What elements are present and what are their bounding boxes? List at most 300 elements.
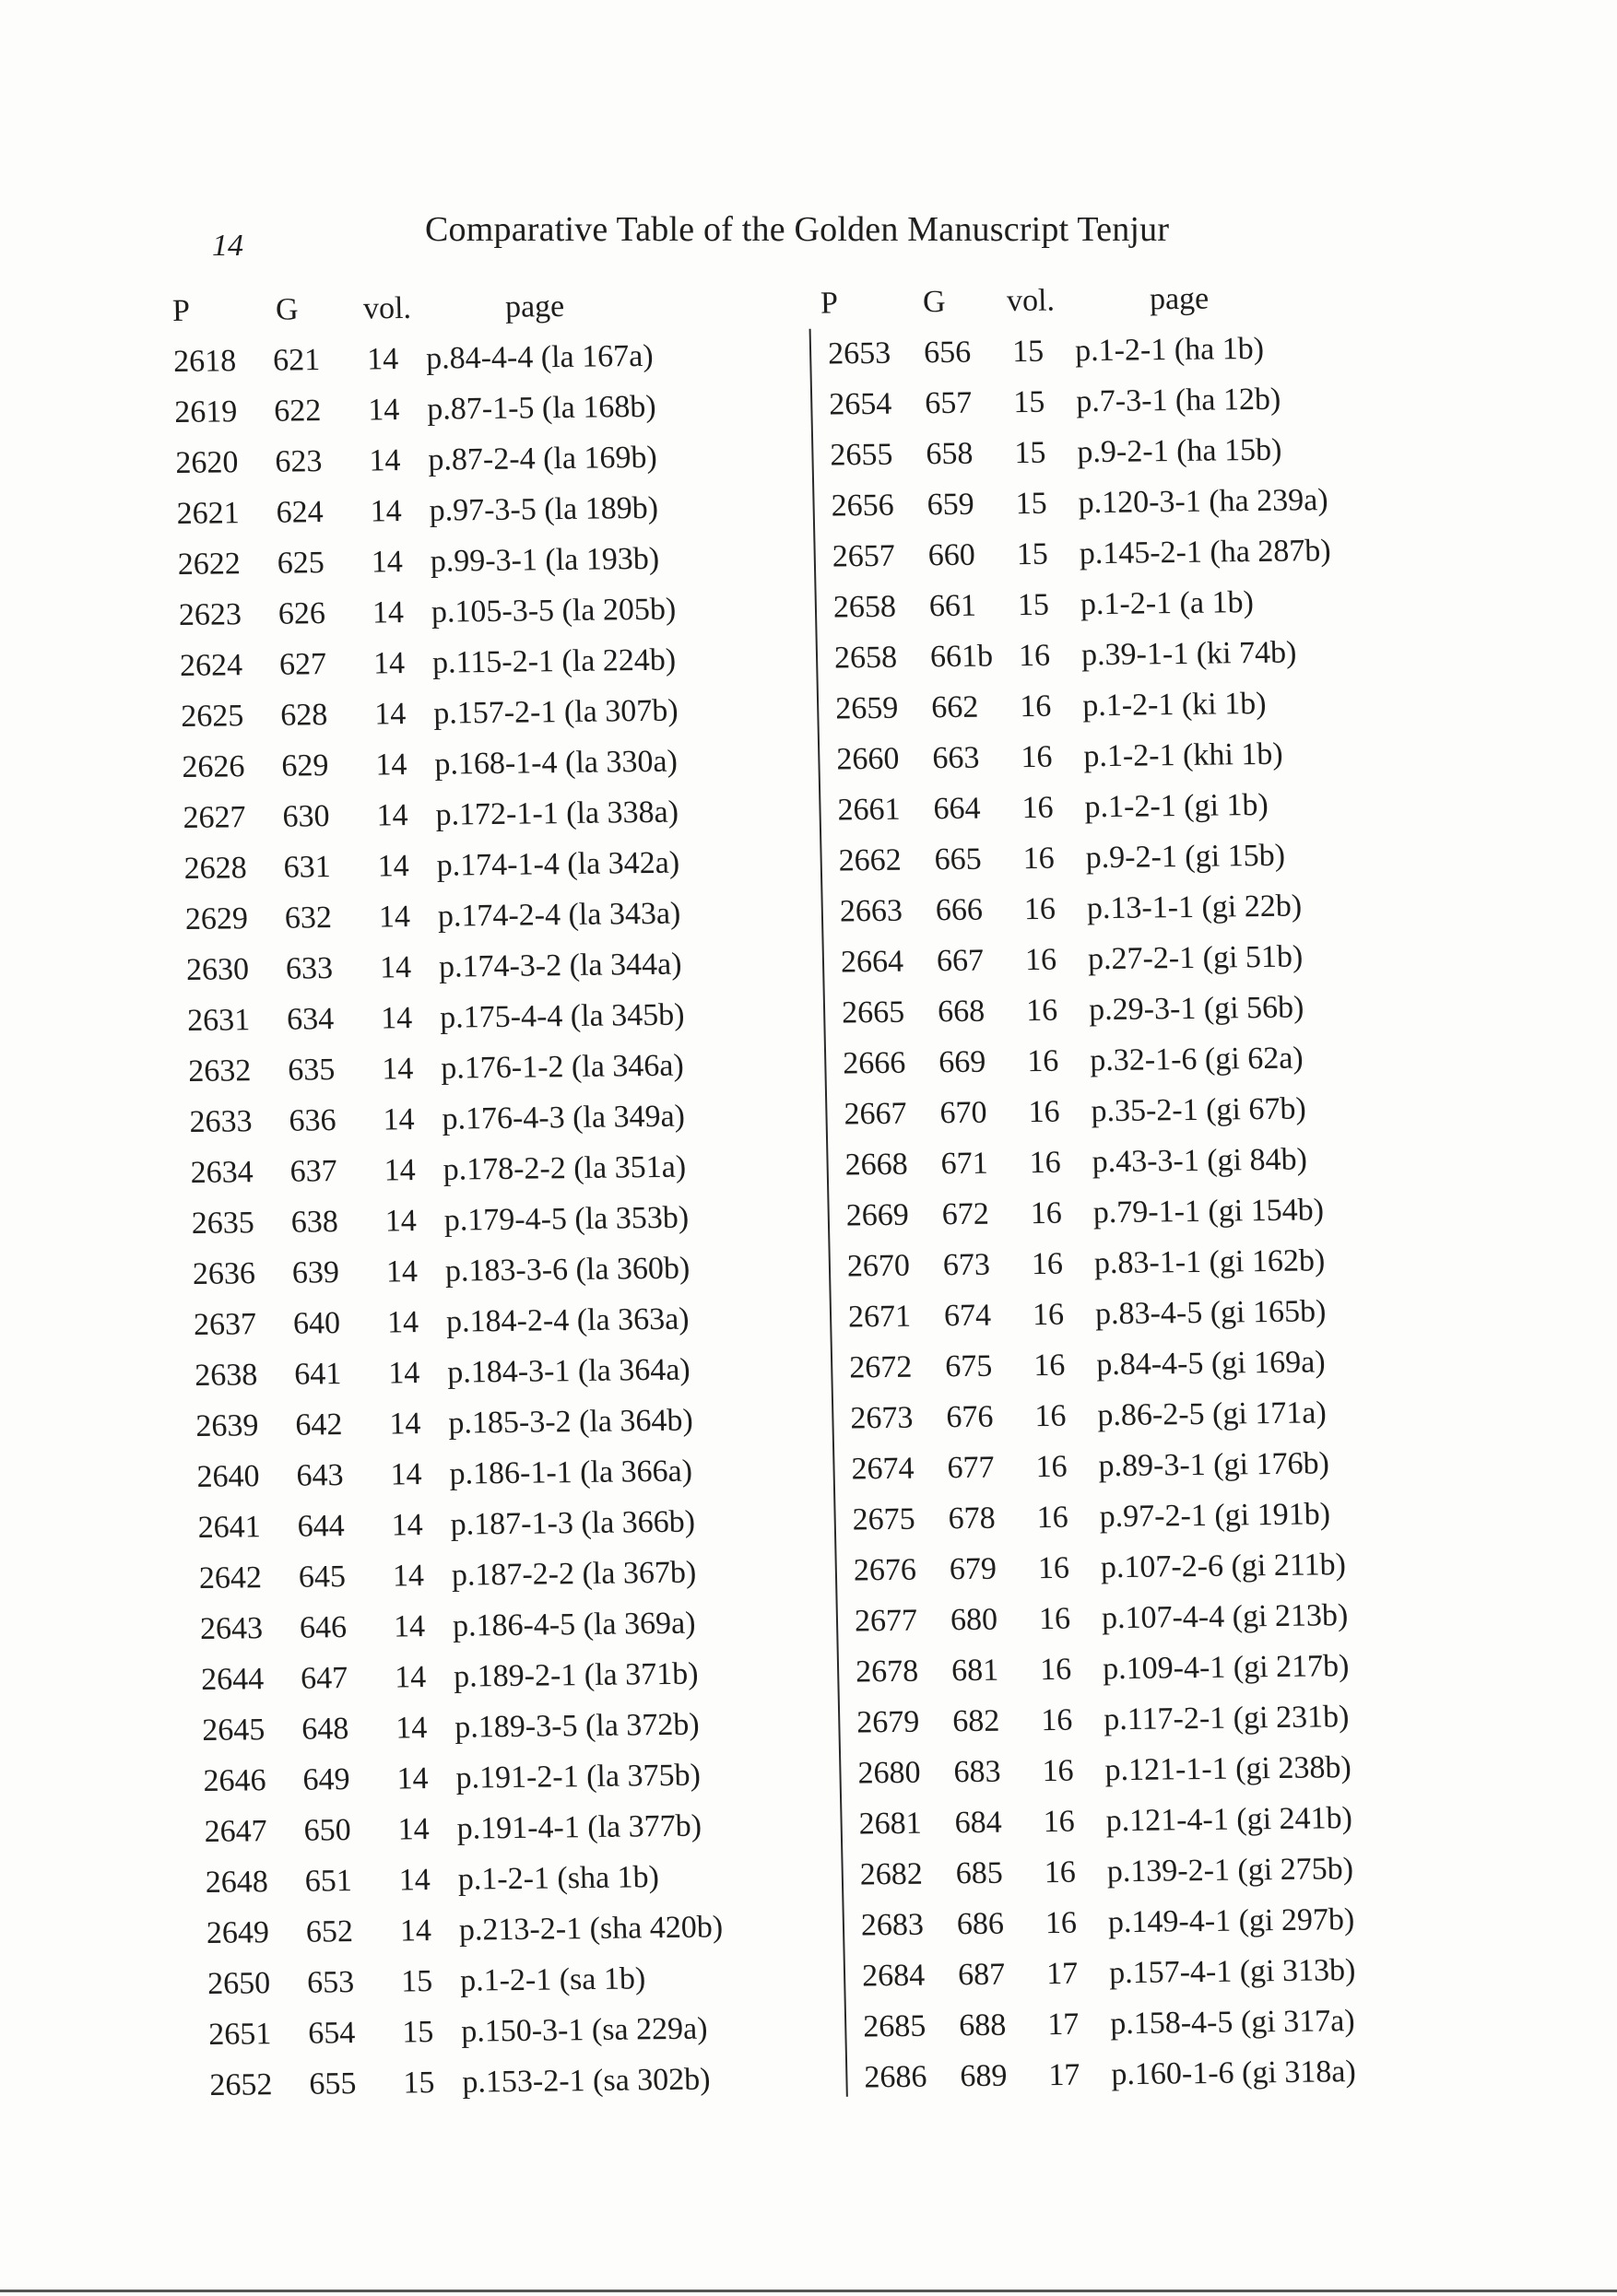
cell-page: p.79-1-1 (gi 154b) [1092,1193,1325,1230]
table-row [185,937,795,995]
cell-page: p.168-1-4 (la 330a) [433,744,679,782]
cell-p: 2666 [842,1045,906,1081]
cell-g: 678 [948,1501,997,1537]
cell-g: 654 [307,2016,356,2051]
table-column-left [171,278,819,2111]
cell-vol: 15 [1014,435,1046,471]
cell-p: 2668 [844,1147,909,1183]
cell-g: 658 [926,436,974,472]
header-page: page [504,288,565,324]
table-row [183,836,793,894]
cell-vol: 16 [1043,1804,1076,1840]
header-vol: vol. [1006,283,1056,319]
cell-vol: 14 [380,1001,413,1036]
cell-page: p.1-2-1 (ha 1b) [1074,331,1265,369]
cell-p: 2641 [197,1510,262,1545]
cell-p: 2650 [207,1966,271,2001]
table-row [856,1640,1410,1697]
table-row [191,1191,800,1249]
cell-vol: 16 [1029,1145,1062,1181]
cell-g: 632 [284,901,333,936]
cell-page: p.149-4-1 (gi 297b) [1107,1902,1355,1940]
table-row [832,524,1386,582]
table-row [208,2002,818,2060]
table-row [860,1893,1414,1950]
scan-edge-line [0,2290,1617,2292]
cell-g: 688 [958,2008,1007,2043]
cell-page: p.107-2-6 (gi 211b) [1100,1548,1347,1585]
cell-p: 2672 [848,1349,913,1385]
cell-vol: 14 [395,1711,428,1746]
cell-page: p.7-3-1 (ha 12b) [1075,382,1281,419]
cell-g: 629 [280,748,329,783]
cell-page: p.9-2-1 (ha 15b) [1077,432,1282,470]
cell-p: 2623 [178,597,242,632]
cell-g: 628 [279,698,328,733]
table-row [179,633,788,691]
cell-vol: 14 [398,1863,431,1898]
cell-g: 650 [303,1813,352,1848]
cell-g: 642 [295,1407,343,1442]
table-row [835,677,1389,734]
cell-vol: 14 [373,697,407,732]
table-row [839,879,1393,936]
cell-vol: 14 [383,1102,415,1137]
cell-g: 661b [929,639,994,675]
cell-vol: 14 [367,393,400,428]
table-row [849,1336,1403,1393]
cell-vol: 17 [1048,2057,1080,2093]
table-row [188,1039,797,1097]
table-row [844,1133,1399,1190]
cell-p: 2628 [183,851,248,886]
cell-g: 680 [950,1602,998,1638]
cell-g: 689 [960,2058,1008,2094]
cell-g: 685 [955,1855,1004,1891]
cell-page: p.121-4-1 (gi 241b) [1105,1801,1353,1839]
table-row [175,430,785,489]
table-row [843,1031,1397,1089]
cell-page: p.109-4-1 (gi 217b) [1102,1649,1350,1687]
cell-g: 647 [300,1661,348,1696]
table-row [829,372,1383,430]
cell-g: 641 [293,1357,342,1392]
cell-vol: 16 [1021,790,1054,826]
cell-vol: 14 [366,342,399,377]
cell-vol: 16 [1026,1043,1059,1079]
cell-g: 684 [954,1805,1003,1841]
cell-vol: 14 [397,1812,431,1847]
cell-p: 2620 [175,445,239,480]
cell-p: 2643 [199,1611,264,1646]
cell-p: 2631 [186,1003,251,1038]
cell-vol: 16 [1044,1854,1077,1890]
cell-g: 648 [301,1712,349,1747]
table-row [830,423,1384,480]
cell-g: 635 [287,1053,336,1088]
cell-p: 2670 [846,1248,911,1284]
cell-p: 2674 [851,1451,915,1487]
cell-page: p.107-4-4 (gi 213b) [1101,1598,1349,1636]
cell-page: p.174-3-2 (la 344a) [438,947,682,984]
cell-p: 2673 [850,1400,914,1436]
table-row [832,575,1387,632]
cell-vol: 16 [1035,1449,1068,1485]
cell-page: p.175-4-4 (la 345b) [439,997,685,1035]
cell-page: p.1-2-1 (a 1b) [1080,585,1255,622]
cell-g: 638 [290,1205,339,1240]
cell-page: p.27-2-1 (gi 51b) [1087,939,1304,977]
table-row [205,1850,814,1908]
cell-g: 675 [944,1348,993,1384]
table-row [181,684,790,742]
cell-page: p.183-3-6 (la 360b) [444,1251,690,1289]
cell-page: p.121-1-1 (gi 238b) [1104,1750,1352,1788]
cell-page: p.191-2-1 (la 375b) [455,1758,702,1796]
cell-p: 2684 [861,1958,926,1994]
cell-g: 655 [309,2066,357,2102]
cell-vol: 15 [400,1964,433,1999]
cell-page: p.185-3-2 (la 364b) [448,1403,694,1441]
cell-p: 2655 [830,437,893,473]
cell-page: p.105-3-5 (la 205b) [431,592,677,630]
cell-vol: 16 [1040,1702,1073,1738]
cell-vol: 14 [386,1305,419,1340]
cell-vol: 17 [1045,1956,1079,1992]
cell-g: 626 [277,596,326,631]
table-row [206,1901,815,1959]
cell-p: 2660 [835,741,900,777]
cell-p: 2626 [181,749,245,784]
cell-vol: 14 [378,900,411,935]
cell-g: 674 [943,1298,992,1334]
table-row [197,1495,807,1553]
header-g: G [275,292,299,327]
header-g: G [922,284,946,320]
cell-g: 624 [276,495,324,530]
table-body [828,322,1418,2102]
cell-page: p.97-3-5 (la 189b) [429,490,659,528]
cell-p: 2663 [839,893,903,929]
cell-page: p.1-2-1 (khi 1b) [1082,736,1284,774]
cell-vol: 14 [399,1913,432,1949]
cell-p: 2647 [204,1814,268,1849]
cell-page: p.191-4-1 (la 377b) [456,1808,702,1846]
table-row [851,1437,1405,1494]
cell-p: 2667 [844,1096,907,1132]
cell-g: 637 [289,1154,338,1189]
cell-p: 2657 [832,538,896,574]
table-row [184,887,794,945]
table-row [854,1589,1408,1646]
cell-p: 2636 [192,1256,256,1291]
cell-page: p.87-1-5 (la 168b) [426,389,657,427]
table-row [178,583,787,641]
cell-g: 667 [936,943,985,979]
cell-page: p.86-2-5 (gi 171a) [1097,1395,1328,1433]
cell-p: 2632 [187,1054,252,1089]
cell-vol: 15 [1011,334,1045,370]
cell-g: 666 [935,892,984,928]
cell-g: 683 [953,1754,1001,1790]
cell-p: 2633 [189,1104,253,1139]
cell-p: 2637 [193,1307,257,1342]
cell-page: p.39-1-1 (ki 74b) [1080,635,1297,673]
table-row [852,1488,1406,1545]
cell-p: 2665 [841,995,905,1030]
cell-page: p.179-4-5 (la 353b) [443,1200,690,1238]
table-row [207,1951,817,2009]
cell-page: p.189-3-5 (la 372b) [454,1707,701,1745]
table-row [199,1596,808,1654]
table-row [842,981,1396,1038]
cell-p: 2638 [194,1358,258,1393]
cell-vol: 14 [371,545,404,580]
cell-p: 2654 [828,386,892,422]
cell-g: 623 [275,444,323,479]
table-row [209,2053,819,2111]
cell-vol: 15 [403,2066,435,2101]
cell-page: p.115-2-1 (la 224b) [431,642,677,680]
cell-g: 657 [924,385,973,421]
cell-page: p.176-1-2 (la 346a) [440,1048,685,1086]
cell-page: p.29-3-1 (gi 56b) [1088,990,1304,1028]
cell-p: 2678 [855,1654,919,1690]
cell-g: 646 [299,1610,348,1645]
cell-page: p.89-3-1 (gi 176b) [1098,1446,1330,1484]
header-p: P [171,293,191,328]
cell-g: 670 [939,1095,987,1131]
cell-g: 643 [296,1458,344,1493]
table-row [183,785,792,843]
cell-p: 2651 [207,2017,272,2052]
table-row [859,1843,1413,1900]
table-row [863,1995,1417,2052]
cell-page: p.157-2-1 (la 307b) [432,693,679,731]
cell-g: 645 [298,1560,347,1595]
cell-vol: 16 [1036,1500,1069,1536]
cell-g: 663 [931,740,980,776]
cell-page: p.13-1-1 (gi 22b) [1086,889,1303,926]
cell-vol: 16 [1023,891,1056,927]
table-row [176,481,785,539]
cell-page: p.139-2-1 (gi 275b) [1106,1852,1354,1890]
cell-g: 633 [285,951,334,986]
table-row [848,1285,1402,1342]
cell-page: p.1-2-1 (ki 1b) [1081,686,1267,724]
cell-p: 2630 [185,952,250,987]
cell-p: 2669 [845,1197,910,1233]
cell-g: 662 [930,689,979,725]
table-row [201,1647,810,1705]
cell-g: 644 [297,1509,346,1544]
cell-p: 2646 [203,1763,266,1798]
cell-p: 2658 [832,589,897,625]
header-p: P [820,286,839,321]
cell-vol: 16 [1031,1246,1064,1282]
cell-vol: 16 [1039,1652,1072,1688]
table-row [840,930,1394,987]
cell-g: 656 [923,335,972,371]
cell-page: p.83-1-1 (gi 162b) [1093,1243,1326,1281]
cell-p: 2680 [857,1755,921,1791]
cell-vol: 16 [1019,689,1052,724]
cell-vol: 16 [1028,1094,1060,1130]
cell-page: p.84-4-4 (la 167a) [425,338,654,376]
cell-p: 2664 [840,944,904,980]
table-row [836,727,1390,784]
cell-vol: 14 [384,1153,417,1188]
cell-page: p.172-1-1 (la 338a) [435,795,679,832]
column-header-row [820,271,1380,328]
table-row [198,1546,808,1604]
cell-page: p.120-3-1 (ha 239a) [1078,483,1328,521]
cell-p: 2671 [847,1299,912,1335]
cell-g: 664 [933,791,981,827]
cell-g: 679 [949,1551,997,1587]
cell-page: p.213-2-1 (sha 420b) [458,1910,724,1948]
cell-g: 682 [951,1703,1000,1739]
cell-g: 669 [938,1044,986,1080]
cell-vol: 14 [369,443,401,478]
cell-g: 625 [277,546,325,581]
cell-p: 2661 [837,792,901,828]
cell-page: p.1-2-1 (gi 1b) [1084,787,1269,825]
cell-g: 659 [927,487,974,523]
cell-page: p.35-2-1 (gi 67b) [1091,1091,1307,1129]
cell-p: 2621 [176,496,240,531]
cell-g: 627 [278,647,327,682]
cell-p: 2618 [172,344,237,379]
cell-g: 649 [302,1762,350,1797]
cell-vol: 15 [1016,536,1049,572]
cell-vol: 14 [376,798,408,833]
cell-g: 660 [927,537,976,573]
cell-p: 2676 [853,1552,917,1588]
table-row [195,1343,804,1401]
table-row [189,1089,798,1148]
table-row [196,1444,806,1502]
page-number: 14 [212,229,243,263]
cell-page: p.160-1-6 (gi 318a) [1111,2055,1357,2092]
table-row [203,1748,812,1807]
table-row [846,1234,1400,1291]
cell-page: p.99-3-1 (la 193b) [430,541,660,579]
cell-page: p.178-2-2 (la 351a) [443,1149,687,1187]
cell-page: p.176-4-3 (la 349a) [442,1099,686,1136]
table-row [187,988,797,1046]
cell-g: 673 [942,1247,991,1283]
header-page: page [1149,281,1210,317]
cell-vol: 14 [393,1609,426,1644]
cell-vol: 16 [1024,942,1057,978]
cell-page: p.150-3-1 (sa 229a) [460,2011,708,2049]
cell-p: 2682 [859,1856,924,1892]
cell-vol: 14 [387,1356,420,1391]
cell-vol: 14 [374,748,407,783]
cell-p: 2658 [833,640,898,676]
table-row [174,380,784,438]
cell-vol: 16 [1038,1601,1071,1637]
cell-page: p.187-2-2 (la 367b) [451,1555,697,1593]
cell-p: 2677 [854,1603,918,1639]
cell-page: p.157-4-1 (gi 313b) [1108,1953,1356,1991]
cell-p: 2640 [196,1459,260,1494]
running-title: Comparative Table of the Golden Manuscript Tenjur [425,210,1170,249]
cell-page: p.174-1-4 (la 342a) [436,845,680,883]
cell-p: 2642 [198,1560,263,1595]
cell-page: p.174-2-4 (la 343a) [437,896,681,934]
cell-g: 665 [934,842,983,877]
column-header-row [171,278,781,336]
cell-vol: 14 [394,1660,427,1695]
cell-page: p.184-3-1 (la 364a) [446,1352,691,1390]
table-row [828,322,1382,379]
table-row [194,1292,803,1350]
cell-vol: 16 [1022,841,1056,877]
cell-vol: 16 [1018,638,1051,674]
cell-g: 639 [291,1255,340,1290]
table-row [838,829,1392,886]
cell-p: 2683 [860,1907,925,1943]
cell-g: 668 [937,994,986,1030]
cell-page: p.187-1-3 (la 366b) [450,1504,696,1542]
cell-g: 622 [273,394,322,429]
cell-p: 2685 [862,2008,927,2044]
table-row [864,2045,1418,2102]
cell-p: 2634 [190,1155,254,1190]
cell-vol: 16 [1045,1905,1078,1941]
cell-page: p.32-1-6 (gi 62a) [1089,1041,1304,1078]
cell-g: 631 [283,850,332,885]
cell-vol: 16 [1020,739,1053,775]
cell-p: 2639 [195,1408,259,1443]
cell-page: p.186-1-1 (la 366a) [449,1454,693,1491]
table-row [853,1538,1407,1595]
cell-page: p.145-2-1 (ha 287b) [1079,533,1332,571]
cell-vol: 16 [1033,1348,1066,1383]
table-row [833,626,1387,683]
cell-page: p.1-2-1 (sha 1b) [457,1860,660,1897]
cell-p: 2622 [177,547,242,582]
cell-vol: 14 [392,1559,425,1594]
cell-page: p.184-2-4 (la 363a) [445,1301,690,1339]
cell-g: 686 [956,1906,1005,1942]
cell-p: 2652 [209,2067,273,2102]
cell-p: 2648 [205,1865,269,1900]
cell-page: p.189-2-1 (la 371b) [453,1656,699,1694]
cell-p: 2624 [179,648,243,683]
table-column-right [820,271,1418,2102]
header-vol: vol. [362,290,412,326]
table-row [190,1140,799,1198]
cell-vol: 17 [1046,2007,1080,2043]
cell-g: 651 [304,1864,353,1899]
cell-vol: 16 [1037,1550,1070,1586]
table-row [177,532,786,590]
cell-g: 653 [306,1965,355,2000]
cell-page: p.158-4-5 (gi 317a) [1109,2004,1355,2042]
table-row [192,1242,801,1300]
cell-g: 630 [282,799,330,834]
cell-p: 2629 [184,901,249,936]
cell-vol: 14 [389,1407,421,1442]
cell-g: 634 [286,1002,335,1037]
cell-vol: 15 [1012,384,1045,420]
cell-p: 2644 [200,1662,265,1697]
cell-page: p.83-4-5 (gi 165b) [1094,1294,1327,1332]
cell-vol: 14 [377,849,410,884]
